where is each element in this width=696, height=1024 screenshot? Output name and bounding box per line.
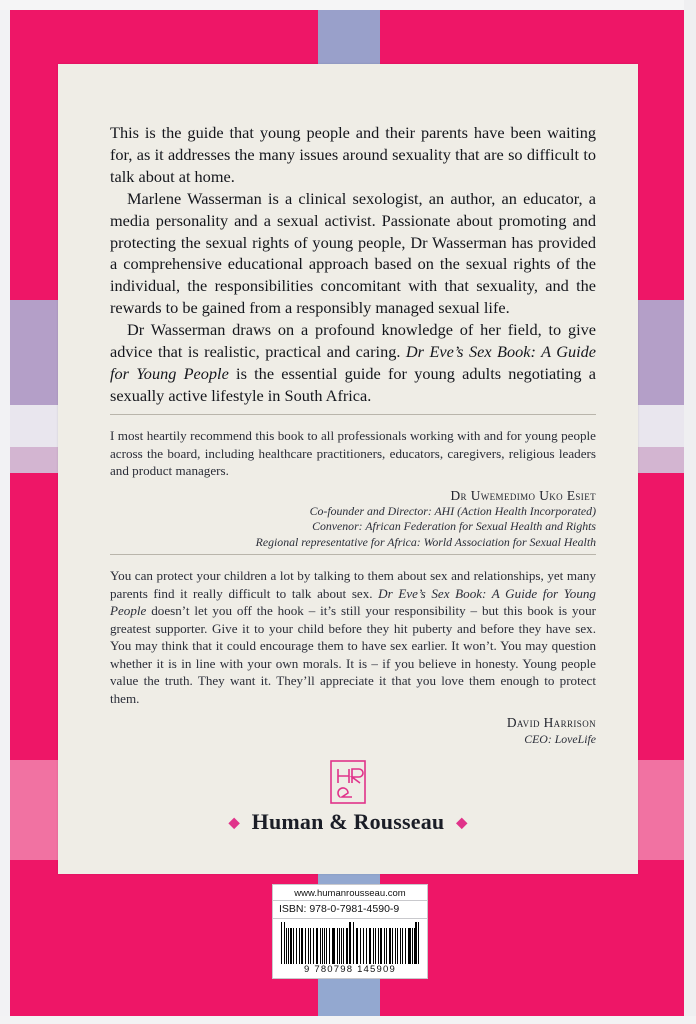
testimonial-esiet-role-1: Co-founder and Director: AHI (Action Health Incorporated) [309, 504, 596, 519]
divider-rule-top [110, 414, 596, 415]
publisher-name-row [58, 809, 638, 835]
testimonial-harrison-attribution [110, 714, 596, 747]
book-title-italic: Dr Eve’s Sex Book: A Guide for Young People [110, 342, 596, 383]
publisher-name: Human & Rousseau [251, 809, 445, 834]
testimonial-esiet-role-3: Regional representative for Africa: World Association for Sexual Health [255, 534, 596, 549]
testimonial-esiet-attribution [110, 487, 596, 550]
barcode-digits: 9 780798 145909 [304, 964, 396, 975]
testimonial-esiet-text: I most heartily recommend this book to all professionals working with and for young people across the board, including healthcare practitioners, educators, caregivers, religious leaders and product managers. [110, 428, 596, 479]
scan-edge-bottom [0, 1016, 696, 1024]
divider-rule-bottom [110, 554, 596, 555]
blurb-paragraph-2: Marlene Wasserman is a clinical sexologist, an author, an educator, a media personality and a sexual activist. Passionate about promoting and protecting the sexual rights of young people, Dr Wasserman has provided a comprehensive educational approach based on the sexual rights of the individual, the responsibilities concomitant with that sexuality, and the rewards to be gained from a responsibly managed sexual life. [110, 188, 596, 318]
scan-edge-right [684, 0, 696, 1024]
blurb-paragraph-3 [110, 319, 596, 407]
testimonial-esiet-name: Dr Uwemedimo Uko Esiet [450, 487, 596, 503]
diamond-right-icon: ◆ [456, 816, 468, 832]
scan-edge-top [0, 0, 696, 10]
scan-edge-left [0, 0, 10, 1024]
testimonial-harrison-book-title: Dr Eve’s Sex Book: A Guide for Young People [110, 585, 596, 619]
blurb-paragraph-1: This is the guide that young people and their parents have been waiting for, as it addresses the many issues around sexuality that are so difficult to talk about at home. [110, 123, 596, 186]
testimonial-esiet-role-2: Convenor: African Federation for Sexual Health and Rights [312, 519, 596, 534]
testimonial-harrison-name: David Harrison [506, 715, 596, 731]
hr-monogram-icon [325, 759, 371, 805]
publisher-website: www.humanrousseau.com [273, 885, 427, 901]
blurb-paragraph-3-post: is the essential guide for young adults negotiating a sexually active lifestyle in South Africa. [110, 363, 597, 405]
testimonial-harrison-role-1: CEO: LoveLife [524, 731, 596, 746]
barcode-bars [273, 919, 427, 964]
testimonial-harrison-text [110, 567, 596, 707]
testimonial-harrison-text-pre: You can protect your children a lot by talking to them about sex and relationships, yet many parents find it really difficult to talk about sex. [110, 568, 596, 601]
barcode-block [272, 884, 428, 979]
testimonial-harrison-text-post: doesn’t let you off the hook – it’s still your responsibility – but this book is your greatest supporter. Give it to your child before they hit puberty and before they have sex. You may think that it could encourage them to have sex earlier. It won’t. You may question whether it is in line with your own morals. It is – if you believe in honesty. Young people value the truth. They want it. They’ll appreciate it that you love them enough to protect them. [110, 603, 596, 706]
isbn-text: ISBN: 978-0-7981-4590-9 [273, 901, 427, 919]
blurb-text [110, 122, 596, 407]
publisher-logo [58, 759, 638, 810]
testimonial-harrison [110, 567, 596, 747]
cover-text-panel [58, 64, 638, 874]
diamond-left-icon: ◆ [228, 816, 240, 832]
testimonial-esiet [110, 427, 596, 550]
blurb-paragraph-3-pre: Dr Wasserman draws on a profound knowledge of her field, to give advice that is realistic, practical and caring. [110, 320, 596, 362]
